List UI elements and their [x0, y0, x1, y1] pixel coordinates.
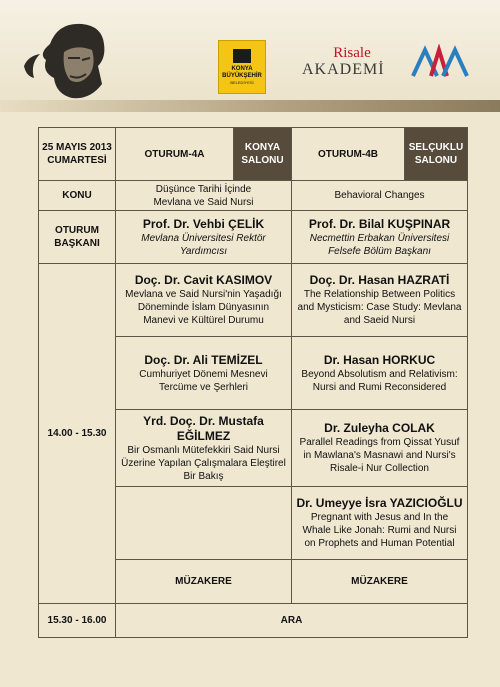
chair-name: Prof. Dr. Bilal KUŞPINAR: [308, 216, 451, 231]
portrait-logo: [20, 14, 140, 104]
talk-4b-3: [292, 410, 468, 487]
talk-title: Cumhuriyet Dönemi Mesnevi Tercüme ve Şerhleri: [139, 368, 268, 393]
talk-title: The Relationship Between Politics and Mysticism: Case Study: Mevlana and Saeid Nursi: [297, 289, 462, 326]
selcuklu-salonu-badge: SELÇUKLU SALONU: [405, 128, 468, 181]
muzakere-4a: MÜZAKERE: [116, 560, 292, 604]
talk-4b-2: [292, 337, 468, 410]
session-header-row: [39, 128, 468, 181]
konu-label: KONU: [39, 181, 116, 211]
talk-4a-3: [116, 410, 292, 487]
speaker-name: Dr. Hasan HORKUC: [323, 352, 436, 367]
speaker-name: Dr. Umeyye İsra YAZICIOĞLU: [296, 496, 463, 510]
talk-4a-1: [116, 264, 292, 337]
talk-title: Beyond Absolutism and Relativism: Nursi and Rumi Reconsidered: [301, 368, 458, 393]
konu-4b: Behavioral Changes: [292, 181, 468, 211]
speaker-name: Dr. Zuleyha COLAK: [324, 421, 435, 435]
chair-name: Prof. Dr. Vehbi ÇELİK: [142, 216, 265, 231]
baskan-row: [39, 211, 468, 264]
talk-4a-4-empty: [116, 487, 292, 560]
talk-4a-2: [116, 337, 292, 410]
speaker-name: Yrd. Doç. Dr. Mustafa EĞİLMEZ: [143, 413, 264, 443]
schedule-table: [38, 127, 468, 638]
session-4b-title: OTURUM-4B: [292, 128, 405, 181]
aka-logo: [407, 44, 471, 90]
baskan-label: OTURUM BAŞKANI: [39, 211, 116, 264]
talk-title: Bir Osmanlı Mütefekkiri Said Nursi Üzerine Yapılan Çalışmalara Eleştirel Bir Bakış: [121, 444, 286, 482]
talk-row: [39, 264, 468, 337]
aka-logo-icon: [407, 44, 471, 80]
ara-break-cell: ARA: [116, 604, 468, 638]
speaker-name: Doç. Dr. Ali TEMİZEL: [144, 352, 263, 367]
baskan-4a: [116, 211, 292, 264]
talk-4b-1: [292, 264, 468, 337]
date-cell: 25 MAYIS 2013 CUMARTESİ: [39, 128, 116, 181]
talk-title: Pregnant with Jesus and In the Whale Like Jonah: Rumi and Nursi on Prophets and Human Potential: [302, 512, 457, 549]
konu-row: [39, 181, 468, 211]
baskan-4b: [292, 211, 468, 264]
muzakere-4b: MÜZAKERE: [292, 560, 468, 604]
konya-salonu-badge: KONYA SALONU: [234, 128, 292, 181]
konu-4a: Düşünce Tarihi İçinde Mevlana ve Said Nursi: [116, 181, 292, 211]
konya-emblem-icon: [233, 49, 251, 63]
chair-detail: Mevlana Üniversitesi Rektör Yardımcısı: [141, 232, 266, 257]
speaker-name: Doç. Dr. Cavit KASIMOV: [134, 273, 273, 287]
ara-row: [39, 604, 468, 638]
talk-4b-4: [292, 487, 468, 560]
ara-time-cell: 15.30 - 16.00: [39, 604, 116, 638]
chair-detail: Necmettin Erbakan Üniversitesi Felsefe Bölüm Başkanı: [309, 232, 450, 257]
talk-title: Parallel Readings from Qissat Yusuf in Mawlana's Masnawi and Nursi's Risale-i Nur Collection: [299, 437, 460, 474]
konya-logo: KONYA BÜYÜKŞEHİR BELEDİYESİ: [218, 40, 266, 94]
session-4a-title: OTURUM-4A: [116, 128, 234, 181]
talk-title: Mevlana ve Said Nursi'nin Yaşadığı Döneminde İslam Dünyasının Manevi ve Kültürel Durumu: [125, 289, 282, 326]
risale-akademi-logo: Risale AKADEMİ: [302, 45, 385, 78]
time-cell: 14.00 - 15.30: [39, 264, 116, 604]
speaker-name: Doç. Dr. Hasan HAZRATİ: [309, 273, 450, 287]
